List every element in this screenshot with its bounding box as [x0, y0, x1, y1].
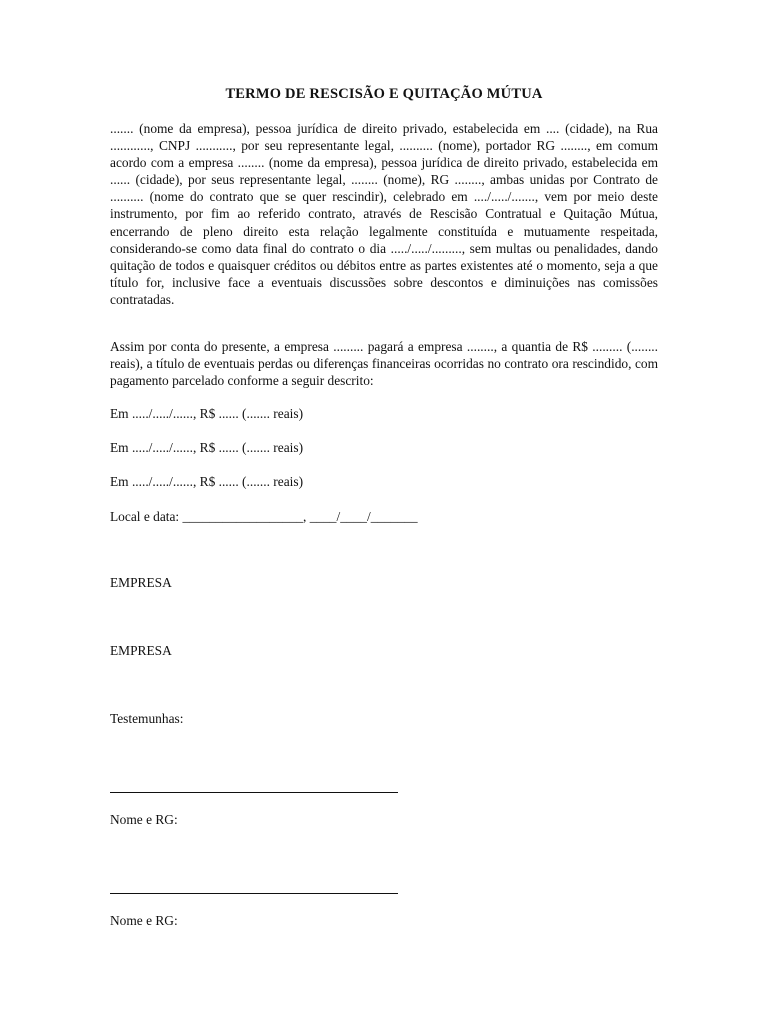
document-title: TERMO DE RESCISÃO E QUITAÇÃO MÚTUA: [225, 86, 543, 102]
party-1-label: EMPRESA: [110, 575, 172, 590]
party-2-label: EMPRESA: [110, 643, 172, 658]
local-date-line: Local e data: __________________, ____/____/_______: [110, 509, 418, 524]
paragraph-parties: ....... (nome da empresa), pessoa jurídica de direito privado, estabelecida em .... (cidade), na Rua ............, CNPJ ..........., por seu representante legal, .......... (nome), portador RG ........, em comum acordo com a empresa ........ (nome da empresa), pessoa jurídica de direito privado, estabelecida em ...... (cidade), por seus representante legal, ........ (nome), RG ........, ambas unidas por Contrato de .......... (nome do contrato que se quer rescindir), celebrado em ..../...../......., vem por meio deste instrumento, por fim ao referido contrato, através de Rescisão Contratual e Quitação Mútua, encerrando de pleno direito esta relação legalmente constituída e mutuamente respeitada, considerando-se como data final do contrato o dia ...../...../........., sem multas ou penalidades, dando quitação de todos e quaisquer créditos ou débitos entre as partes existentes até o momento, seja a que título for, inclusive face a eventuais discussões sobre descontos e diminuições nas comissões contratadas.: [110, 121, 658, 307]
witness-1-signature-line: [110, 792, 398, 793]
witness-2-signature-line: [110, 893, 398, 894]
installment-line-3: Em ...../...../......, R$ ...... (....... reais): [110, 474, 304, 489]
witness-1-name-label: Nome e RG:: [110, 812, 178, 827]
installment-line-2: Em ...../...../......, R$ ...... (....... reais): [110, 440, 304, 455]
paragraph-payment: Assim por conta do presente, a empresa ......... pagará a empresa ........, a quantia de R$ ......... (........ reais), a título de eventuais perdas ou diferenças financeiras ocorridas no contrato ora rescindido, com pagamento parcelado conforme a seguir descrito:: [110, 339, 658, 389]
witnesses-label: Testemunhas:: [110, 711, 184, 726]
witness-2-name-label: Nome e RG:: [110, 913, 178, 928]
installment-line-1: Em ...../...../......, R$ ...... (....... reais): [110, 406, 304, 421]
